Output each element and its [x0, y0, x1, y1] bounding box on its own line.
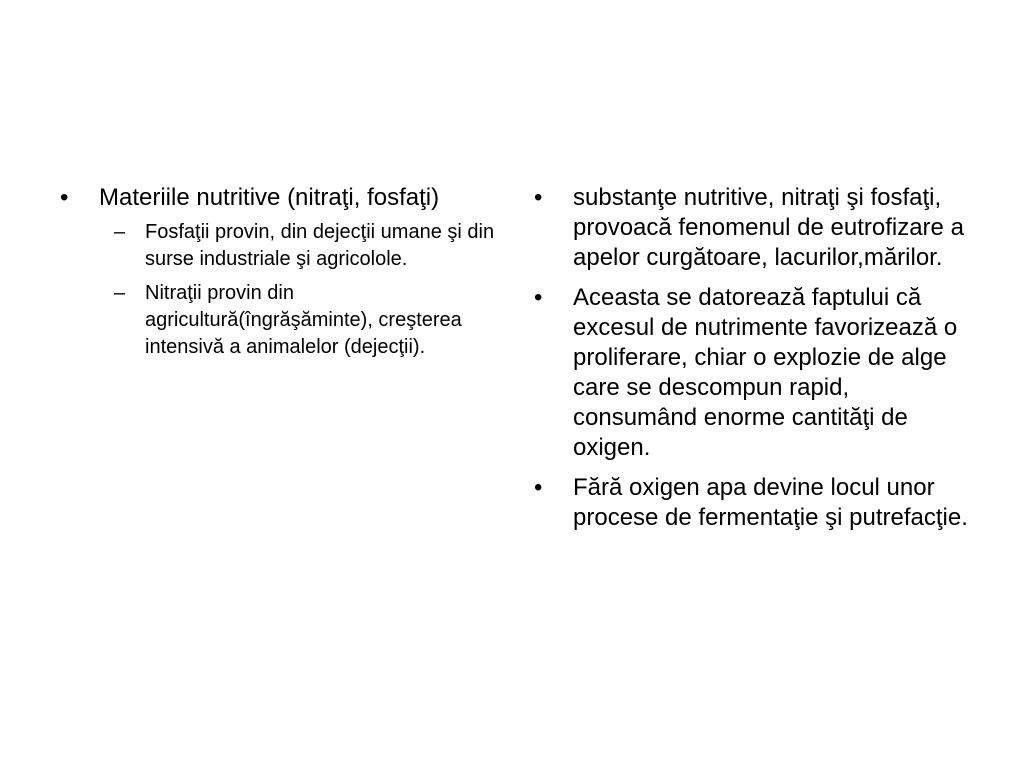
- sub-list-item: [57, 280, 497, 361]
- list-item-text: Materiile nutritive (nitraţi, fosfaţi): [99, 184, 440, 211]
- bullet-icon: •: [534, 474, 543, 501]
- list-item-text: substanţe nutritive, nitraţi şi fosfaţi, provoacă fenomenul de eutrofizare a apelor curgătoare, lacurilor,mărilor.: [573, 184, 964, 271]
- right-column: [531, 183, 971, 543]
- sub-list-item-text: Fosfaţii provin, din dejecţii umane şi din surse industriale şi agricolole.: [145, 221, 495, 270]
- dash-icon: –: [114, 221, 126, 243]
- sub-list-item: [57, 219, 497, 273]
- bullet-icon: •: [534, 184, 543, 211]
- dash-icon: –: [114, 282, 126, 304]
- left-column: [57, 183, 497, 371]
- list-item: [531, 183, 971, 273]
- list-item: [531, 283, 971, 463]
- right-bullet-list: [531, 183, 971, 533]
- sub-bullet-list: [99, 219, 497, 361]
- sub-list-item-text: Nitraţii provin din agricultură(îngrăşăminte), creşterea intensivă a animalelor (dejecţii).: [145, 282, 462, 358]
- list-item: [531, 473, 971, 533]
- list-item: [57, 183, 497, 361]
- list-item-text: Aceasta se datorează faptului că excesul de nutrimente favorizează o proliferare, chiar o explozie de alge care se descompun rapid, consumând enorme cantităţi de oxigen.: [573, 284, 958, 461]
- bullet-icon: •: [60, 184, 69, 211]
- list-item-text: Fără oxigen apa devine locul unor procese de fermentaţie şi putrefacţie.: [573, 474, 968, 531]
- left-bullet-list: [57, 183, 497, 361]
- bullet-icon: •: [534, 284, 543, 311]
